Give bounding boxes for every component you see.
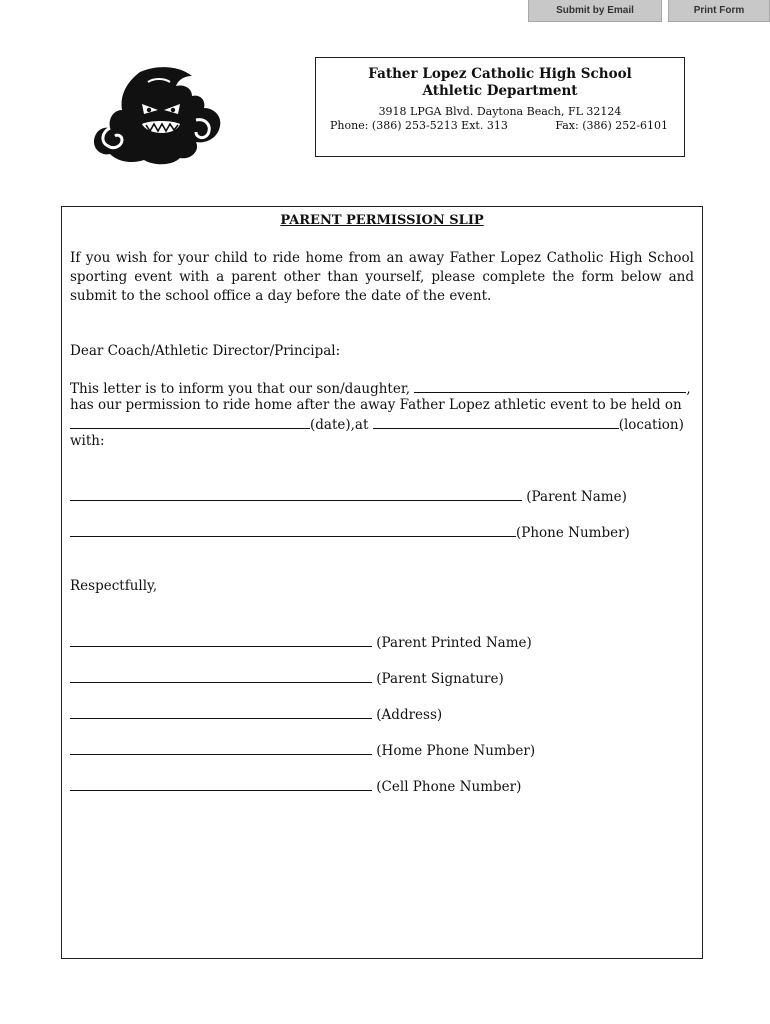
cell-phone-field[interactable] [70,776,372,791]
address-field[interactable] [70,704,372,719]
school-address: 3918 LPGA Blvd. Daytona Beach, FL 32124 [378,105,622,118]
letter-line-1-comma: , [686,381,691,397]
form-title: PARENT PERMISSION SLIP [280,213,484,228]
parent-signature-label: (Parent Signature) [372,671,504,687]
address-row [70,704,694,725]
department-name: Athletic Department [422,83,578,99]
phone-number-row [70,522,694,543]
parent-printed-name-row [70,632,694,653]
phone-number-label: (Phone Number) [516,525,630,541]
letter-line-1-text: This letter is to inform you that our son/daughter, [70,381,411,397]
intro-paragraph: If you wish for your child to ride home from an away Father Lopez Catholic High School sporting event with a parent other than yourself, please complete the form below and submit to the school office a day before the date of the event. [70,250,694,304]
home-phone-row [70,740,694,761]
parent-name-row [70,486,694,507]
parent-name-label: (Parent Name) [522,489,627,505]
with-label: with: [70,433,105,449]
permission-form [61,206,703,959]
cell-phone-label: (Cell Phone Number) [372,779,522,795]
date-field[interactable] [70,414,310,429]
parent-printed-name-label: (Parent Printed Name) [372,635,532,651]
fax-text: Fax: (386) 252-6101 [555,119,668,132]
salutation: Dear Coach/Athletic Director/Principal: [70,343,341,359]
location-label: (location) [618,417,684,433]
school-header-box [315,57,685,157]
date-label: (date),at [310,417,369,433]
address-label: (Address) [372,707,443,723]
parent-printed-name-field[interactable] [70,632,372,647]
cell-phone-row [70,776,694,797]
parent-name-field[interactable] [70,486,522,501]
home-phone-label: (Home Phone Number) [372,743,536,759]
print-form-button[interactable]: Print Form [668,0,770,22]
letter-line-2: has our permission to ride home after the away Father Lopez athletic event to be held on [70,397,682,413]
parent-signature-field[interactable] [70,668,372,683]
mascot-logo-icon [88,62,228,172]
contact-line [316,119,684,133]
closing: Respectfully, [70,578,158,594]
parent-signature-row [70,668,694,689]
student-name-field[interactable] [414,378,686,393]
phone-number-field[interactable] [70,522,516,537]
school-name: Father Lopez Catholic High School [368,66,632,82]
phone-text: Phone: (386) 253-5213 Ext. 313 [330,119,508,132]
location-field[interactable] [373,414,619,429]
submit-by-email-button[interactable]: Submit by Email [528,0,662,22]
home-phone-field[interactable] [70,740,372,755]
